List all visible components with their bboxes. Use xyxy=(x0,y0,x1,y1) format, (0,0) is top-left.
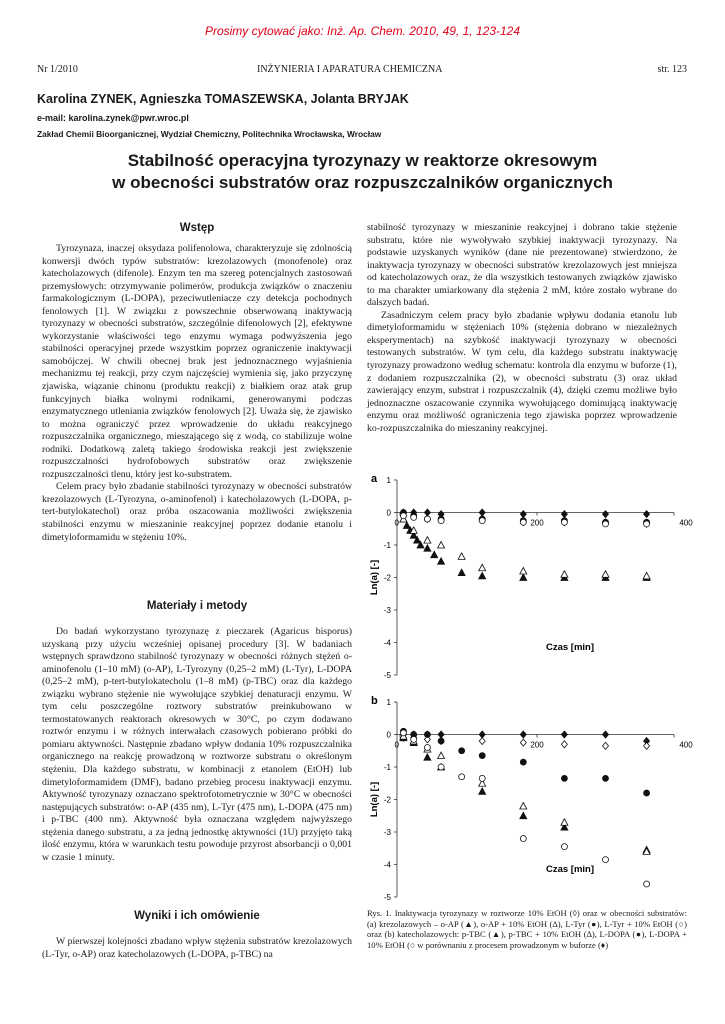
data-point-triangle xyxy=(438,752,445,759)
data-point-diamond xyxy=(520,731,526,738)
y-tick-label: -5 xyxy=(383,671,391,680)
paper-title xyxy=(0,150,725,194)
data-point-diamond xyxy=(561,731,567,738)
data-point-circle xyxy=(479,753,485,759)
intro-heading: Wstęp xyxy=(179,222,215,234)
data-point-triangle xyxy=(520,812,527,819)
y-tick-label: -3 xyxy=(383,606,391,615)
data-point-circle xyxy=(603,857,609,863)
data-point-triangle xyxy=(424,754,431,761)
data-point-triangle xyxy=(561,571,568,578)
data-point-triangle xyxy=(479,572,486,579)
x-tick-label: 400 xyxy=(679,518,693,528)
data-point-diamond xyxy=(603,742,609,749)
title-line-1: Stabilność operacyjna tyrozynazy w reaktorze okresowym xyxy=(127,151,598,170)
data-point-circle xyxy=(644,881,650,887)
journal-name: INŻYNIERIA I APARATURA CHEMICZNA xyxy=(257,64,443,75)
data-point-circle xyxy=(438,738,444,744)
data-point-circle xyxy=(644,521,650,527)
citation: Prosimy cytować jako: Inż. Ap. Chem. 2010, 49, 1, 123-124 xyxy=(204,24,521,38)
methods-paragraph-1: Do badań wykorzystano tyrozynazę z pieczarek (Agaricus bisporus) uzyskaną przy użyciu wcześniej opisanej procedury [3]. W badaniach wstępnych sprawdzono stabilność tyrozynazy w obecności różnych stężeń o-aminofenolu (1–10 mM) (o-AP), L-Tyrozyny (0,25–2 mM) (L-Tyr), L-DOPA (0,25–2 mM), p-tert-butylokatecholu (1–8 mM) (p-TBC) oraz dla każdego związku wybrano stężenie nie wywołujące szybkiej denaturacji enzymu. W tym celu poszczególne roztwory substratów preinkubowano w termostatowanych reaktorach okresowych w 30°C, po czym dodawano roztwór enzymu i w różnych interwałach czasowych pobierano próbki do pomiaru aktywności. Następnie zbadano wpływ dodania 10% rozpuszczalnika organicznego na reakcję prowadzoną w roztworze substratu o określonym stężeniu. Dla każdego substratu, w kombinacji z etanolem (EtOH) lub dimetyloformamidem (DMF), badano przebieg procesu inaktywacji enzymu. Aktywność tyrozynazy oznaczano spektrofotometrycznie w 30°C w obecności następujących substratów: o-AP (435 nm), L-Tyr (475 nm), L-DOPA (475 nm) i p-TBC (400 nm). Aktywność była oznaczana względem najwyższego stężenia danego substratu, a za jedną jednostkę aktywności (1U) przyjęto taką ilość enzymu, która w warunkach testu powoduje przyrost absorbancji o 0,001 w czasie 1 minuty. xyxy=(42,626,352,863)
panel-label: b xyxy=(371,695,378,707)
data-point-diamond xyxy=(520,739,526,746)
intro-paragraph-1: Tyrozynaza, inaczej oksydaza polifenolowa, charakteryzuje się zdolnością konwersji dwóch typów substratów: krezolazowych (monofenole) oraz katecholazowych (difenole). Enzym ten ma szereg potencjalnych zastosowań przemysłowych: otrzymywanie polimerów, produkcja związków o znaczeniu farmakologicznym (L-DOPA), przeciwutleniacze czy detekcja pochodnych fenolowych [1]. W związku z powszechnie obserwowaną inaktywacją tyrozynazy w obecności substratów, szczególnie difenolowych [2], efektywne wykorzystanie właściwości tego enzymu wymaga podwyższenia jego stabilności operacyjnej przede wszystkim poprzez ograniczenie inaktywacji samobójczej. W chwili obecnej brak jest jednoznacznego wyjaśnienia mechanizmu tej reakcji, przy czym najczęściej wymienia się, jako przyczynę zjawiska, wiązanie chinonu (produktu reakcji) z białkiem oraz atak grup funkcyjnych białka wolnymi rodnikami, generowanymi podczas enzymatycznego utleniania związków fenolowych [2]. Uważa się, że zjawisko to można ograniczyć przez wprowadzenie do układu reakcyjnego rozpuszczalnika organicznego, mieszającego się z wodą, co stabilizuje wolne rodniki. Dodatkową zaletą takiego środowiska reakcji jest zwiększenie rozpuszczalności hydrofobowych substratów oraz zwiększenie rozpuszczalności tlenu, który jest ko-substratem. xyxy=(42,243,352,480)
right-paragraph-2: Zasadniczym celem pracy było zbadanie wpływu dodania etanolu lub dimetyloformamidu w stężeniach 10% (stężenia dobrano w niezależnych eksperymentach) na szybkość inaktywacji tyrozynazy w obecności testowanych substratów. W tym celu, dla każdego substratu inaktywację tyrozynazy prowadzono według schematu: kontrola dla enzymu w buforze (1), z dodaniem rozpuszczalnika (2), w obecności substratu (3) oraz układ zawierający enzym, substrat i rozpuszczalnik (4), dzięki czemu możliwe było jednoznaczne oszacowanie czynnika wywołującego dominującą inaktywację enzymu oraz możliwość ograniczenia tego zjawiska poprzez wprowadzenie ko-rozpuszczalnika do mieszaniny reakcyjnej. xyxy=(367,309,677,434)
data-point-circle xyxy=(400,513,406,519)
y-tick-label: -1 xyxy=(383,763,391,772)
data-point-circle xyxy=(561,519,567,525)
x-tick-label: 400 xyxy=(679,740,693,750)
intro-paragraph-2: Celem pracy było zbadanie stabilności tyrozynazy w obecności substratów krezolazowych (L-Tyrozyna, o-aminofenol) i katecholazowych (L-DOPA, p-tert-butylokatechol) oraz próba oszacowania możliwości zwiększenia stabilności enzymu w mieszaninie reakcyjnej poprzez dodanie etanolu i dimetyloformamidu w stężeniu 10%. xyxy=(42,481,352,543)
data-point-circle xyxy=(561,775,567,781)
data-point-circle xyxy=(438,518,444,524)
data-point-circle xyxy=(644,790,650,796)
data-point-circle xyxy=(411,736,417,742)
y-tick-label: 1 xyxy=(386,698,391,707)
y-tick-label: -2 xyxy=(383,795,391,805)
methods-text xyxy=(42,626,352,864)
data-point-circle xyxy=(424,732,430,738)
y-tick-label: -4 xyxy=(383,638,391,648)
results-paragraph-1: W pierwszej kolejności zbadano wpływ stężenia substratów krezolazowych (L-Tyr, o-AP) oraz katecholazowych (L-DOPA, p-TBC) na xyxy=(42,936,352,960)
data-point-circle xyxy=(561,844,567,850)
data-point-triangle xyxy=(424,545,431,552)
data-point-triangle xyxy=(403,522,410,529)
data-point-circle xyxy=(520,519,526,525)
chart-panel-a xyxy=(365,470,693,685)
data-point-circle xyxy=(520,759,526,765)
data-point-diamond xyxy=(561,741,567,748)
y-tick-label: -1 xyxy=(383,541,391,550)
data-point-diamond xyxy=(520,511,526,518)
data-point-circle xyxy=(400,730,406,736)
data-point-triangle xyxy=(643,572,650,579)
data-point-circle xyxy=(479,775,485,781)
x-tick-label: 200 xyxy=(530,740,544,750)
data-point-circle xyxy=(603,775,609,781)
title-line-2: w obecności substratów oraz rozpuszczalników organicznych xyxy=(112,173,613,192)
data-point-circle xyxy=(438,764,444,770)
data-point-circle xyxy=(459,748,465,754)
y-tick-label: 0 xyxy=(386,508,391,518)
data-point-diamond xyxy=(644,511,650,518)
data-point-triangle xyxy=(602,571,609,578)
data-point-triangle xyxy=(458,569,465,576)
data-point-circle xyxy=(411,514,417,520)
page-number: str. 123 xyxy=(657,64,687,75)
intro-text xyxy=(42,243,352,544)
methods-heading: Materiały i metody xyxy=(146,600,248,612)
data-point-triangle xyxy=(458,553,465,560)
y-tick-label: -2 xyxy=(383,573,391,583)
y-axis-title: Ln(a) [-] xyxy=(369,559,380,596)
y-tick-label: -4 xyxy=(383,860,391,870)
data-point-circle xyxy=(479,518,485,524)
data-point-triangle xyxy=(431,551,438,558)
results-heading: Wyniki i ich omówienie xyxy=(134,910,260,922)
data-point-circle xyxy=(603,521,609,527)
y-axis-title: Ln(a) [-] xyxy=(369,781,380,818)
right-column-text xyxy=(367,222,677,435)
right-paragraph-1: stabilność tyrozynazy w mieszaninie reakcyjnej i dobrano takie stężenie substratu, które nie wywoływało szybkiej inaktywacji tyrozynazy. Na podstawie uzyskanych wyników (dane nie prezentowane) stwierdzono, że inaktywacja tyrozynazy w obecności substratów krezolazowych jest mniejsza od katecholazowych oraz, że dla wszystkich testowanych związków zjawisko to ma charakter umiarkowany dla stężenia 2 mM, które zostało wybrane do dalszych badań. xyxy=(367,222,677,309)
data-point-diamond xyxy=(603,731,609,738)
data-point-circle xyxy=(520,836,526,842)
y-tick-label: -3 xyxy=(383,828,391,837)
data-point-triangle xyxy=(561,819,568,826)
x-tick-label: 200 xyxy=(530,518,544,528)
data-point-circle xyxy=(459,774,465,780)
data-point-triangle xyxy=(438,558,445,565)
x-tick-label: 0 xyxy=(394,518,399,528)
data-point-circle xyxy=(424,516,430,522)
authors: Karolina ZYNEK, Agnieszka TOMASZEWSKA, Jolanta BRYJAK xyxy=(37,92,409,106)
issue-number: Nr 1/2010 xyxy=(37,64,78,75)
y-tick-label: 1 xyxy=(386,476,391,485)
data-point-triangle xyxy=(479,564,486,571)
data-point-triangle xyxy=(438,542,445,549)
data-point-circle xyxy=(424,745,430,751)
chart-panel-b xyxy=(365,692,693,907)
data-point-diamond xyxy=(561,511,567,518)
y-tick-label: -5 xyxy=(383,893,391,902)
data-point-triangle xyxy=(520,803,527,810)
affiliation: Zakład Chemii Bioorganicznej, Wydział Chemiczny, Politechnika Wrocławska, Wrocław xyxy=(37,129,382,139)
x-axis-title: Czas [min] xyxy=(545,642,595,653)
results-text xyxy=(42,936,352,961)
data-point-diamond xyxy=(644,742,650,749)
data-point-triangle xyxy=(520,568,527,575)
email: e-mail: karolina.zynek@pwr.wroc.pl xyxy=(37,113,189,123)
data-point-diamond xyxy=(479,738,485,745)
data-point-triangle xyxy=(520,574,527,581)
data-point-triangle xyxy=(424,537,431,544)
data-point-diamond xyxy=(603,511,609,518)
x-tick-label: 0 xyxy=(394,740,399,750)
y-tick-label: 0 xyxy=(386,730,391,740)
x-axis-title: Czas [min] xyxy=(545,864,595,875)
figure-caption: Rys. 1. Inaktywacja tyrozynazy w roztworze 10% EtOH (◊) oraz w obecności substratów: (a) krezolazowych – o-AP (▲), o-AP + 10% EtOH (∆), L-Tyr (●), L-Tyr + 10% EtOH (○) oraz (b) katecholazowych: p-TBC (▲), p-TBC + 10% EtOH (∆), L-DOPA (●), L-DOPA + 10% EtOH (○ w porównaniu z procesem prowadzonym w buforze (♦) xyxy=(367,908,687,950)
data-point-triangle xyxy=(479,788,486,795)
panel-label: a xyxy=(371,473,378,485)
